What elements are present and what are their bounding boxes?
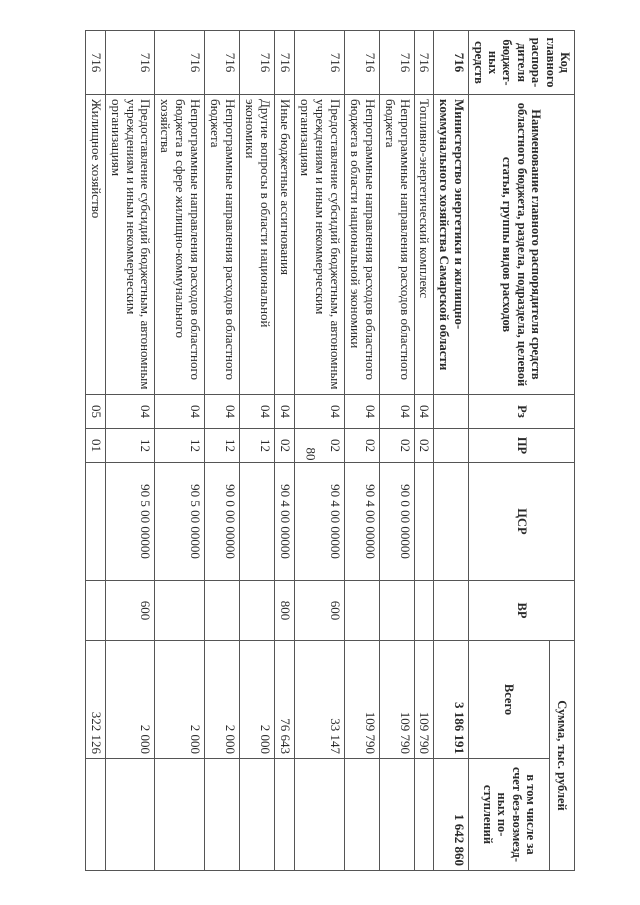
table-row [205, 31, 240, 871]
cell-vr [155, 581, 205, 641]
cell-pr: 12 [205, 429, 240, 463]
cell-name: Непрограммные направления расходов областного бюджета в сфере жилищно-коммунального хозяйства [155, 95, 205, 395]
cell-pr: 02 [344, 429, 379, 463]
cell-total: 109 790 [379, 641, 414, 759]
cell-incl [379, 759, 414, 871]
table-row [379, 31, 414, 871]
cell-vr: 600 [295, 581, 345, 641]
cell-rz [434, 395, 469, 429]
cell-incl [85, 759, 105, 871]
header-total: Всего [469, 641, 550, 759]
table-row [434, 31, 469, 871]
cell-csr [240, 463, 275, 581]
cell-pr: 02 [414, 429, 434, 463]
cell-csr: 90 0 00 00000 [205, 463, 240, 581]
cell-name: Непрограммные направления расходов областного бюджета [205, 95, 240, 395]
cell-total: 76 643 [275, 641, 295, 759]
cell-incl [155, 759, 205, 871]
cell-rz: 04 [275, 395, 295, 429]
cell-name: Непрограммные направления расходов областного бюджета в области национальной экономики [344, 95, 379, 395]
cell-pr: 02 [295, 429, 345, 463]
cell-total: 3 186 191 [434, 641, 469, 759]
cell-code: 716 [105, 31, 155, 95]
cell-name: Жилищное хозяйство [85, 95, 105, 395]
cell-incl [105, 759, 155, 871]
header-code: Код главного распора-дителя бюджет-ных средств [469, 31, 575, 95]
header-name: Наименование главного распорядителя средств областного бюджета, раздела, подраздела, целевой статьи, группы видов расходов [469, 95, 575, 395]
cell-code: 716 [85, 31, 105, 95]
header-vr: ВР [469, 581, 575, 641]
cell-csr [414, 463, 434, 581]
cell-name: Непрограммные направления расходов областного бюджета [379, 95, 414, 395]
cell-code: 716 [379, 31, 414, 95]
cell-rz: 04 [295, 395, 345, 429]
table-row [240, 31, 275, 871]
cell-code: 716 [344, 31, 379, 95]
cell-pr: 02 [275, 429, 295, 463]
cell-incl [295, 759, 345, 871]
cell-incl [344, 759, 379, 871]
cell-name: Предоставление субсидий бюджетным, автономным учреждениям и иным некоммерческим организациям [105, 95, 155, 395]
cell-incl [275, 759, 295, 871]
cell-incl [240, 759, 275, 871]
cell-vr [434, 581, 469, 641]
cell-csr: 90 4 00 00000 [275, 463, 295, 581]
cell-name: Другие вопросы в области национальной экономики [240, 95, 275, 395]
cell-vr [240, 581, 275, 641]
cell-pr: 01 [85, 429, 105, 463]
cell-csr: 90 0 00 00000 [379, 463, 414, 581]
cell-total: 2 000 [205, 641, 240, 759]
cell-rz: 04 [414, 395, 434, 429]
cell-code: 716 [414, 31, 434, 95]
cell-csr: 90 4 00 00000 [344, 463, 379, 581]
cell-csr [434, 463, 469, 581]
cell-code: 716 [205, 31, 240, 95]
cell-pr: 12 [240, 429, 275, 463]
header-rz: Рз [469, 395, 575, 429]
header-incl: в том числе за счет без-возмезд-ных по-ступлений [469, 759, 550, 871]
cell-total: 2 000 [155, 641, 205, 759]
cell-total: 322 126 [85, 641, 105, 759]
cell-name: Предоставление субсидий бюджетным, автономным учреждениям и иным некоммерческим организациям [295, 95, 345, 395]
cell-vr [379, 581, 414, 641]
table-row [155, 31, 205, 871]
cell-rz: 04 [344, 395, 379, 429]
cell-rz: 05 [85, 395, 105, 429]
cell-code: 716 [240, 31, 275, 95]
cell-total: 109 790 [414, 641, 434, 759]
cell-vr: 600 [105, 581, 155, 641]
cell-rz: 04 [240, 395, 275, 429]
header-csr: ЦСР [469, 463, 575, 581]
cell-code: 716 [434, 31, 469, 95]
cell-rz: 04 [155, 395, 205, 429]
table-row [105, 31, 155, 871]
table-row [344, 31, 379, 871]
cell-csr: 90 5 00 00000 [155, 463, 205, 581]
cell-vr [344, 581, 379, 641]
table-row [414, 31, 434, 871]
cell-total: 2 000 [240, 641, 275, 759]
cell-code: 716 [155, 31, 205, 95]
table-row [295, 31, 345, 871]
cell-pr [434, 429, 469, 463]
cell-vr: 800 [275, 581, 295, 641]
budget-table-sheet [65, 30, 575, 870]
cell-pr: 02 [379, 429, 414, 463]
cell-name: Министерство энергетики и жилищно-коммунального хозяйства Самарской области [434, 95, 469, 395]
cell-code: 716 [275, 31, 295, 95]
cell-name: Иные бюджетные ассигнования [275, 95, 295, 395]
cell-total: 33 147 [295, 641, 345, 759]
cell-total: 2 000 [105, 641, 155, 759]
cell-rz: 04 [379, 395, 414, 429]
cell-pr: 12 [105, 429, 155, 463]
cell-csr [85, 463, 105, 581]
cell-incl [205, 759, 240, 871]
cell-csr: 90 4 00 00000 [295, 463, 345, 581]
cell-rz: 04 [205, 395, 240, 429]
cell-code: 716 [295, 31, 345, 95]
cell-name: Топливно-энергетический комплекс [414, 95, 434, 395]
table-row [85, 31, 105, 871]
cell-total: 109 790 [344, 641, 379, 759]
header-pr: ПР [469, 429, 575, 463]
cell-vr [85, 581, 105, 641]
cell-vr [414, 581, 434, 641]
cell-csr: 90 5 00 00000 [105, 463, 155, 581]
table-row [275, 31, 295, 871]
cell-incl: 1 642 860 [434, 759, 469, 871]
cell-vr [205, 581, 240, 641]
cell-incl [414, 759, 434, 871]
page-number: 80 [303, 447, 319, 461]
cell-pr: 12 [155, 429, 205, 463]
header-sum: Сумма, тыс. рублей [550, 641, 575, 871]
budget-table [85, 30, 575, 871]
cell-rz: 04 [105, 395, 155, 429]
